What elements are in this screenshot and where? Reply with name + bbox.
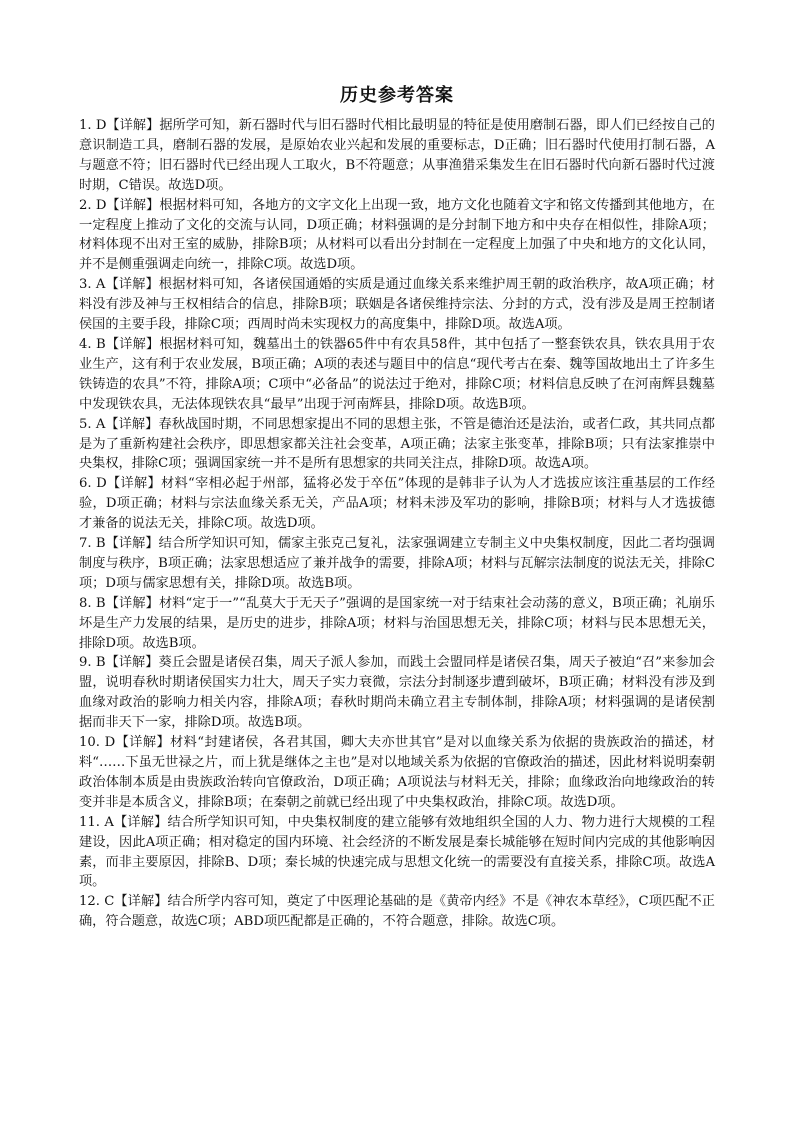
answer-item-11: 11. A【详解】结合所学知识可知，中央集权制度的建立能够有效地组织全国的人力、物力进行大规模的工程建设，因此A项正确；相对稳定的国内环境、社会经济的不断发展是秦长城能够在短时间内完成的其他影响因素，而非主要原因，排除B、D项；秦长城的快速完成与思想文化统一的需要没有直接关系，排除C项。故选A项。 (79, 814, 715, 890)
answer-item-7: 7. B【详解】结合所学知识可知，儒家主张克己复礼，法家强调建立专制主义中央集权制度，因此二者均强调制度与秩序，B项正确；法家思想适应了兼并战争的需要，排除A项；材料与瓦解宗法制度的说法无关，排除C项；D项与儒家思想有关，排除D项。故选B项。 (79, 536, 715, 591)
answer-item-6: 6. D【详解】材料“宰相必起于州部，猛将必发于卒伍”体现的是韩非子认为人才选拔应该注重基层的工作经验，D项正确；材料与宗法血缘关系无关，产品A项；材料未涉及军功的影响，排除B项；材料与人才选拔德才兼备的说法无关，排除C项。故选D项。 (79, 476, 715, 532)
answer-item-1: 1. D【详解】据所学可知，新石器时代与旧石器时代相比最明显的特征是使用磨制石器，即人们已经按自己的意识制造工具，磨制石器的发展，是原始农业兴起和发展的重要标志，D正确；旧石器时代使用打制石器，A与题意不符；旧石器时代已经出现人工取火，B不符题意；从事渔猎采集发生在旧石器时代向新石器时代过渡时期，C错误。故选D项。 (79, 118, 715, 193)
answer-item-2: 2. D【详解】根据材料可知，各地方的文字文化上出现一致，地方文化也随着文字和铭文传播到其他地方，在一定程度上推动了文化的交流与认同，D项正确；材料强调的是分封制下地方和中央存在相似性，排除A项；材料体现不出对王室的威胁，排除B项；从材料可以看出分封制在一定程度上加强了中央和地方的文化认同，并不是侧重强调走向统一，排除C项。故选D项。 (79, 197, 715, 273)
answer-item-5: 5. A【详解】春秋战国时期，不同思想家提出不同的思想主张，不管是德治还是法治，或者仁政，其共同点都是为了重新构建社会秩序，即思想家都关注社会变革，A项正确；法家主张变革，排除B项；只有法家推崇中央集权，排除C项；强调国家统一并不是所有思想家的共同关注点，排除D项。故选A项。 (79, 416, 715, 472)
page-title: 历史参考答案 (340, 85, 454, 106)
answer-list (79, 116, 715, 932)
answer-item-9: 9. B【详解】葵丘会盟是诸侯召集，周天子派人参加，而践土会盟同样是诸侯召集，周天子被迫“召”来参加会盟，说明春秋时期诸侯国实力壮大，周天子实力衰微，宗法分封制逐步遭到破坏，B项正确；材料没有涉及到血缘对政治的影响力相关内容，排除A项；春秋时期尚未确立君主专制体制，排除A项；材料强调的是诸侯割据而非天下一家，排除D项。故选B项。 (79, 655, 715, 731)
answer-item-8: 8. B【详解】材料“定于一”“乱莫大于无天子”强调的是国家统一对于结束社会动荡的意义，B项正确；礼崩乐坏是生产力发展的结果，是历史的进步，排除A项；材料与治国思想无关，排除C项；材料与民本思想无关，排除D项。故选B项。 (79, 595, 715, 651)
answer-item-3: 3. A【详解】根据材料可知，各诸侯国通婚的实质是通过血缘关系来维护周王朝的政治秩序，故A项正确；材料没有涉及神与王权相结合的信息，排除B项；联姻是各诸侯维持宗法、分封的方式，没有涉及是周王控制诸侯国的主要手段，排除C项；西周时尚未实现权力的高度集中，排除D项。故选A项。 (79, 277, 715, 333)
answer-item-12: 12. C【详解】结合所学内容可知，奠定了中医理论基础的是《黄帝内经》不是《神农本草经》，C项匹配不正确，符合题意，故选C项；ABD项匹配都是正确的，不符合题意，排除。故选C项。 (79, 894, 715, 930)
answer-item-10: 10. D【详解】材料“封建诸侯，各君其国，卿大夫亦世其官”是对以血缘关系为依据的贵族政治的描述，材料“……下虽无世禄之片，而上犹是继体之主也”是对以地域关系为依据的官僚政治的描述，因此材料说明秦朝政治体制本质是由贵族政治转向官僚政治，D项正确；A项说法与材料无关，排除；血缘政治向地缘政治的转变并非是本质含义，排除B项；在秦朝之前就已经出现了中央集权政治，排除C项。故选D项。 (79, 735, 715, 810)
answer-item-4: 4. B【详解】根据材料可知，魏墓出土的铁器65件中有农具58件，其中包括了一整套铁农具，铁农具用于农业生产，这有利于农业发展，B项正确；A项的表述与题目中的信息“现代考古在秦、魏等国故地出土了许多生铁铸造的农具”不符，排除A项；C项中“必备品”的说法过于绝对，排除C项；材料信息反映了在河南辉县魏墓中发现铁农具，无法体现铁农具“最早”出现于河南辉县，排除D项。故选B项。 (79, 336, 715, 412)
